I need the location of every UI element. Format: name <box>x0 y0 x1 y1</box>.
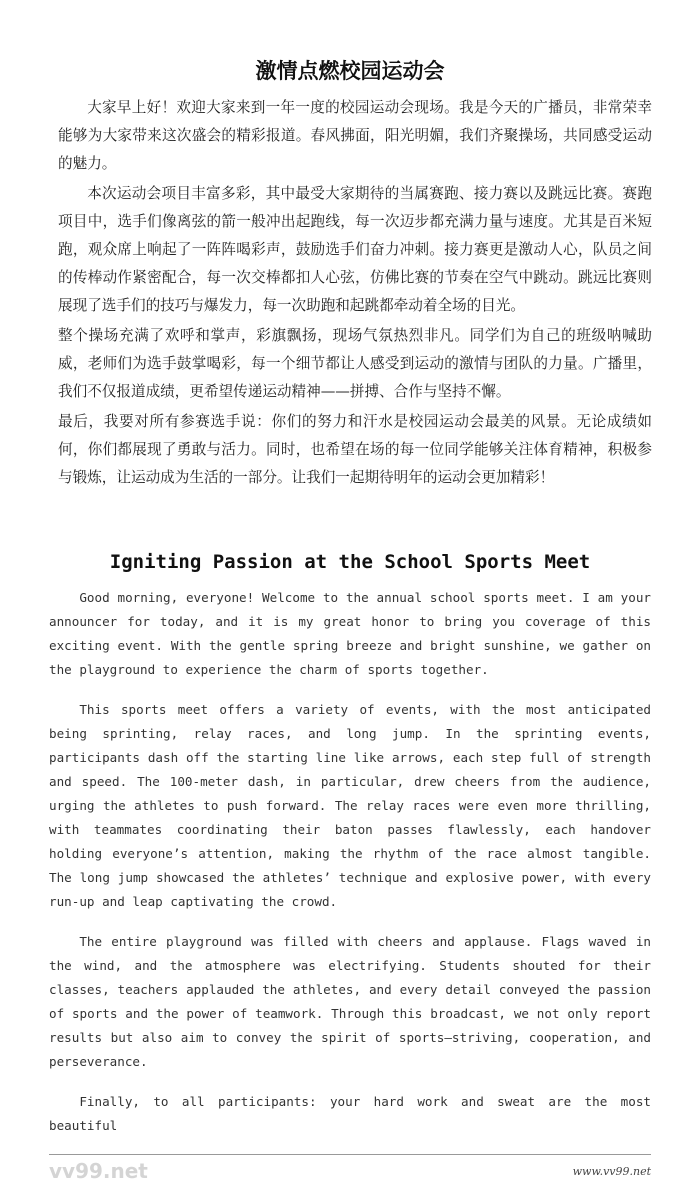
english-paragraph-4: Finally, to all participants: your hard work and sweat are the most beautiful <box>49 1094 651 1133</box>
chinese-paragraph-1: 大家早上好！欢迎大家来到一年一度的校园运动会现场。我是今天的广播员，非常荣幸能够为大家带来这次盛会的精彩报道。春风拂面，阳光明媚，我们齐聚操场，共同感受运动的魅力。 <box>58 99 652 172</box>
english-paragraph-2: This sports meet offers a variety of events, with the most anticipated being sprinting, relay races, and long jump. In the sprinting events, participants dash off the starting line like arrows, each step full of strength and speed. The 100-meter dash, in particular, drew cheers from the audience, urging the athletes to push forward. The relay races were even more thrilling, with teammates coordinating their baton passes flawlessly, each handover holding everyone’s attention, making the rhythm of the race almost tangible. The long jump showcased the athletes’ technique and explosive power, with every run-up and leap captivating the crowd. <box>49 702 651 909</box>
english-paragraph-3: The entire playground was filled with cheers and applause. Flags waved in the wind, and the atmosphere was electrifying. Students shouted for their classes, teachers applauded the athletes, and every detail conveyed the passion of sports and the power of teamwork. Through this broadcast, we not only report results but also aim to convey the spirit of sports—striving, cooperation, and perseverance. <box>49 934 651 1069</box>
english-paragraph-1: Good morning, everyone! Welcome to the annual school sports meet. I am your announcer for today, and it is my great honor to bring you coverage of this exciting event. With the gentle spring breeze and bright sunshine, we gather on the playground to experience the charm of sports together. <box>49 590 651 677</box>
chinese-paragraph-2: 本次运动会项目丰富多彩，其中最受大家期待的当属赛跑、接力赛以及跳远比赛。赛跑项目中，选手们像离弦的箭一般冲出起跑线，每一次迈步都充满力量与速度。尤其是百米短跑，观众席上响起了一阵阵喝彩声，鼓励选手们奋力冲刺。接力赛更是激动人心，队员之间的传棒动作紧密配合，每一次交棒都扣人心弦，仿佛比赛的节奏在空气中跳动。跳远比赛则展现了选手们的技巧与爆发力，每一次助跑和起跳都牵动着全场的目光。 <box>58 185 652 314</box>
chinese-paragraph-4: 最后，我要对所有参赛选手说：你们的努力和汗水是校园运动会最美的风景。无论成绩如何，你们都展现了勇敢与活力。同时，也希望在场的每一位同学能够关注体育精神，积极参与锻炼，让运动成为生活的一部分。让我们一起期待明年的运动会更加精彩！ <box>58 413 652 486</box>
chinese-paragraph-3: 整个操场充满了欢呼和掌声，彩旗飘扬，现场气氛热烈非凡。同学们为自己的班级呐喊助威，老师们为选手鼓掌喝彩，每一个细节都让人感受到运动的激情与团队的力量。广播里，我们不仅报道成绩，更希望传递运动精神——拼搏、合作与坚持不懈。 <box>58 327 652 400</box>
footer-url: www.vv99.net <box>572 1164 651 1178</box>
watermark: vv99.net <box>49 1159 148 1183</box>
english-title: Igniting Passion at the School Sports Meet <box>109 551 591 573</box>
footer-row <box>49 1159 651 1183</box>
chinese-title: 激情点燃校园运动会 <box>255 59 445 83</box>
footer-divider <box>49 1154 651 1155</box>
